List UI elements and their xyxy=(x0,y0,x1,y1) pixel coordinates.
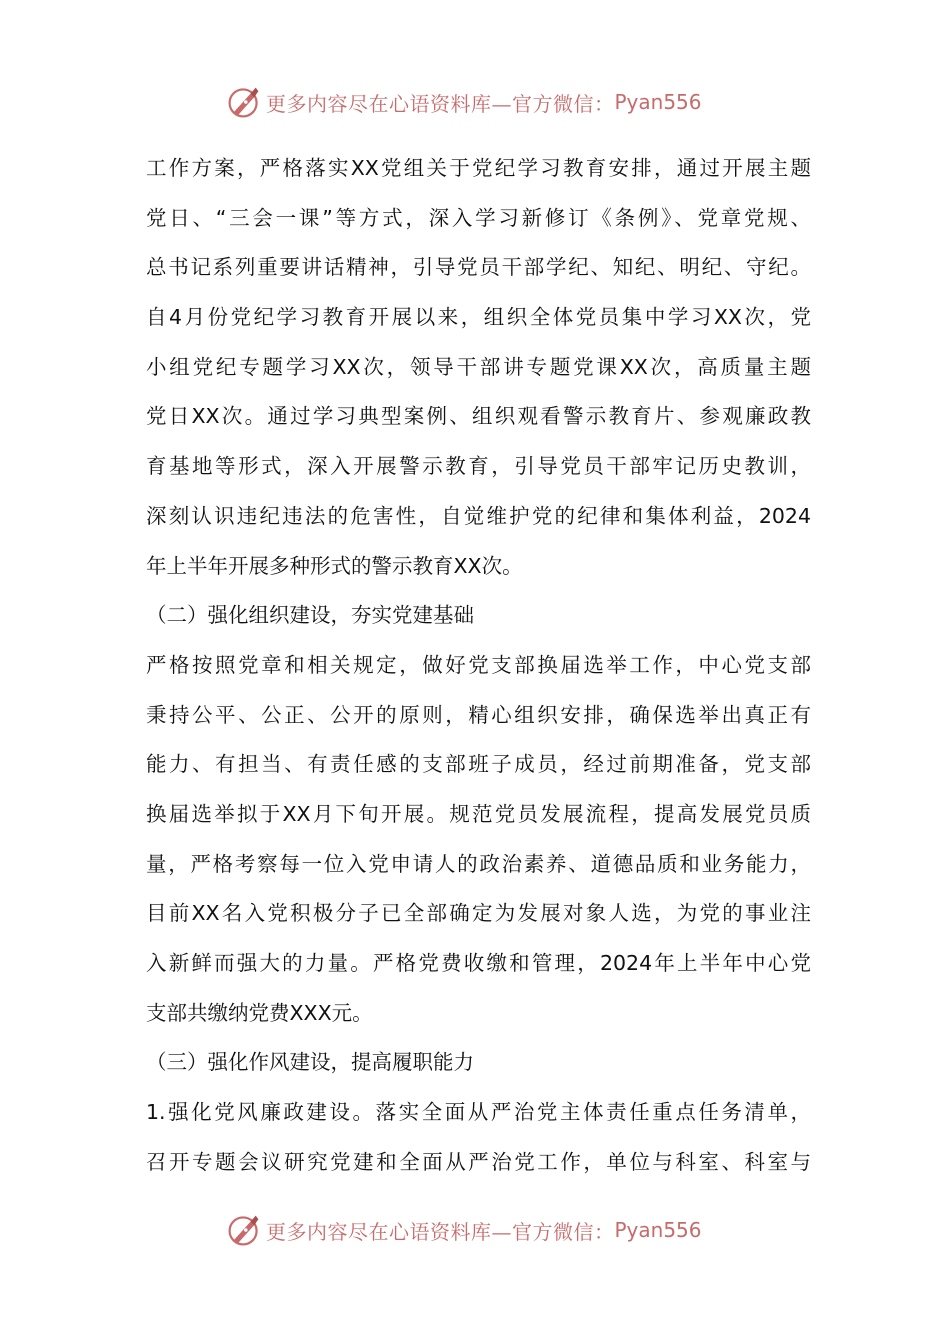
footer-wechat-label: 官方微信： xyxy=(512,1219,615,1244)
text-line: 总书记系列重要讲话精神，引导党员干部学纪、知纪、明纪、守纪。 xyxy=(146,255,811,280)
header-site-text: 更多内容尽在心语资料库— xyxy=(266,91,512,116)
section-heading: （三）强化作风建设，提高履职能力 xyxy=(146,1050,474,1075)
header-banner xyxy=(226,82,702,122)
footer-banner xyxy=(226,1210,702,1250)
text-line: 目前XX名入党积极分子已全部确定为发展对象人选，为党的事业注 xyxy=(146,901,811,926)
section-heading: （二）强化组织建设，夯实党建基础 xyxy=(146,603,474,628)
text-line: 党日XX次。通过学习典型案例、组织观看警示教育片、参观廉政教 xyxy=(146,404,811,429)
text-line: 能力、有担当、有责任感的支部班子成员，经过前期准备，党支部 xyxy=(146,752,811,777)
text-line: 深刻认识违纪违法的危害性，自觉维护党的纪律和集体利益，2024 xyxy=(146,503,811,528)
text-line: 党日、“三会一课”等方式，深入学习新修订《条例》、党章党规、 xyxy=(146,205,811,230)
pen-logo-icon xyxy=(226,1212,262,1248)
text-line: 秉持公平、公正、公开的原则，精心组织安排，确保选举出真正有 xyxy=(146,702,811,727)
text-line: 1.强化党风廉政建设。落实全面从严治党主体责任重点任务清单， xyxy=(146,1100,811,1125)
text-line: 严格按照党章和相关规定，做好党支部换届选举工作，中心党支部 xyxy=(146,652,811,677)
text-line: 入新鲜而强大的力量。严格党费收缴和管理，2024年上半年中心党 xyxy=(146,951,811,975)
text-line: 小组党纪专题学习XX次，领导干部讲专题党课XX次，高质量主题 xyxy=(146,354,811,379)
text-line: 量，严格考察每一位入党申请人的政治素养、道德品质和业务能力， xyxy=(146,851,811,876)
body-text xyxy=(146,144,811,1187)
text-line: 育基地等形式，深入开展警示教育，引导党员干部牢记历史教训， xyxy=(146,454,811,479)
header-wechat-id: Pyan556 xyxy=(614,90,702,114)
text-line: 召开专题会议研究党建和全面从严治党工作，单位与科室、科室与 xyxy=(146,1149,811,1174)
text-line: 年上半年开展多种形式的警示教育XX次。 xyxy=(146,553,523,578)
text-line: 自4月份党纪学习教育开展以来，组织全体党员集中学习XX次，党 xyxy=(146,305,811,330)
footer-site-text: 更多内容尽在心语资料库— xyxy=(266,1219,512,1244)
header-wechat-label: 官方微信： xyxy=(512,91,615,116)
text-line: 支部共缴纳党费XXX元。 xyxy=(146,1000,373,1025)
text-line: 换届选举拟于XX月下旬开展。规范党员发展流程，提高发展党员质 xyxy=(146,801,811,826)
text-line: 工作方案，严格落实XX党组关于党纪学习教育安排，通过开展主题 xyxy=(146,156,811,180)
pen-logo-icon xyxy=(226,84,262,120)
footer-wechat-id: Pyan556 xyxy=(614,1218,702,1242)
